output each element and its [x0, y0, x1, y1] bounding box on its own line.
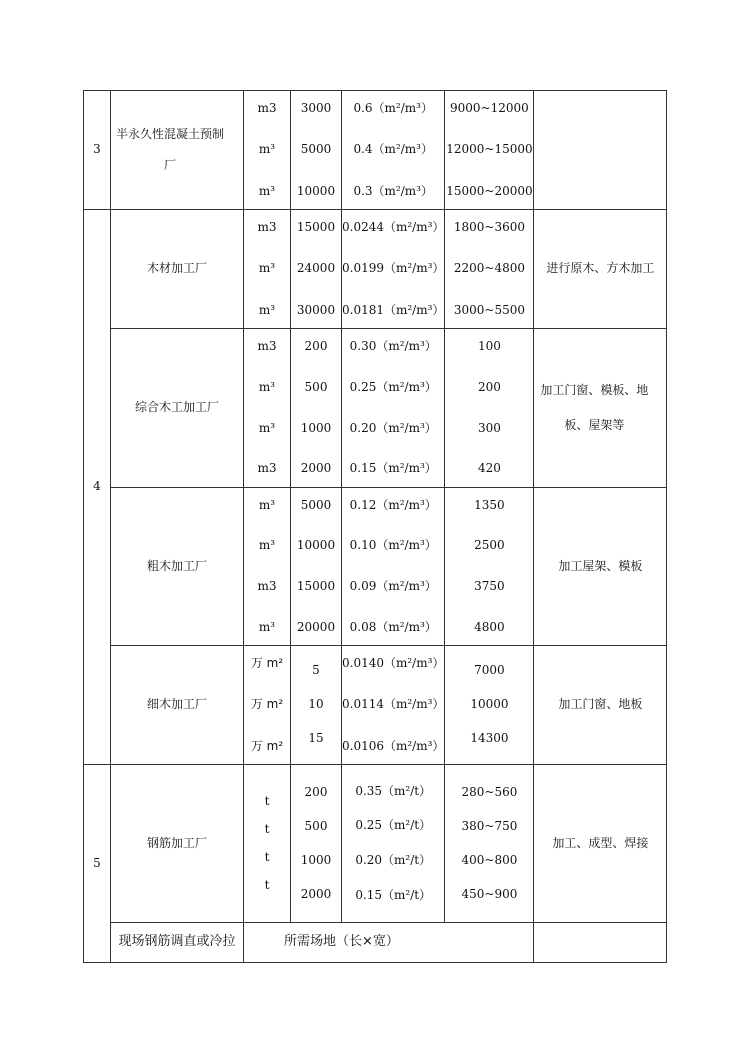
- area-cell: 100 200 300 420: [445, 329, 534, 488]
- table-row: [84, 91, 667, 210]
- area-index-cell: 0.0140（m²/m³） 0.0114（m²/m³） 0.0106（m²/m³）: [342, 646, 445, 765]
- row-index: 4: [84, 210, 111, 765]
- area-index-cell: 0.35（m²/t） 0.25（m²/t） 0.20（m²/t） 0.15（m²/t）: [342, 765, 445, 923]
- area-index-cell: 0.6（m²/m³） 0.4（m²/m³） 0.3（m²/m³）: [342, 91, 445, 210]
- area-cell: 7000 10000 14300: [445, 646, 534, 765]
- note-cell: [534, 923, 667, 963]
- unit-cell: t t t t: [244, 765, 291, 923]
- capacity-cell: 3000 5000 10000: [291, 91, 342, 210]
- note-cell: 进行原木、方木加工: [534, 210, 667, 329]
- facility-name: 半永久性混凝土预制厂: [111, 91, 244, 210]
- unit-cell: m³ m³ m3 m³: [244, 488, 291, 646]
- row-index: 5: [84, 765, 111, 963]
- factory-area-table: [83, 90, 667, 963]
- capacity-cell: 200 500 1000 2000: [291, 329, 342, 488]
- table-row: [84, 210, 667, 329]
- facility-name: 现场钢筋调直或冷拉: [111, 923, 244, 963]
- capacity-cell: 15000 24000 30000: [291, 210, 342, 329]
- note-cell: 加工、成型、焊接: [534, 765, 667, 923]
- unit-cell: m3 m³ m³ m3: [244, 329, 291, 488]
- area-index-cell: 0.30（m²/m³） 0.25（m²/m³） 0.20（m²/m³） 0.15（m²/m³）: [342, 329, 445, 488]
- capacity-cell: 200 500 1000 2000: [291, 765, 342, 923]
- note-cell: 加工屋架、模板: [534, 488, 667, 646]
- table-row: [84, 329, 667, 488]
- area-cell: 9000~12000 12000~15000 15000~20000: [445, 91, 534, 210]
- merged-requirement-cell: 所需场地（长×宽）: [244, 923, 534, 963]
- facility-name: 木材加工厂: [111, 210, 244, 329]
- facility-name: 钢筋加工厂: [111, 765, 244, 923]
- note-cell: [534, 91, 667, 210]
- capacity-cell: 5000 10000 15000 20000: [291, 488, 342, 646]
- area-index-cell: 0.12（m²/m³） 0.10（m²/m³） 0.09（m²/m³） 0.08（m²/m³）: [342, 488, 445, 646]
- row-index: 3: [84, 91, 111, 210]
- note-cell: 加工门窗、地板: [534, 646, 667, 765]
- table-row: [84, 488, 667, 646]
- unit-cell: 万 m² 万 m² 万 m²: [244, 646, 291, 765]
- facility-name: 细木加工厂: [111, 646, 244, 765]
- area-cell: 1800~3600 2200~4800 3000~5500: [445, 210, 534, 329]
- area-index-cell: 0.0244（m²/m³） 0.0199（m²/m³） 0.0181（m²/m³）: [342, 210, 445, 329]
- table-row: [84, 923, 667, 963]
- table-row: [84, 646, 667, 765]
- area-cell: 1350 2500 3750 4800: [445, 488, 534, 646]
- note-cell: 加工门窗、模板、地板、屋架等: [534, 329, 667, 488]
- facility-name: 综合木工加工厂: [111, 329, 244, 488]
- area-cell: 280~560 380~750 400~800 450~900: [445, 765, 534, 923]
- unit-cell: m3 m³ m³: [244, 210, 291, 329]
- unit-cell: m3 m³ m³: [244, 91, 291, 210]
- capacity-cell: 5 10 15: [291, 646, 342, 765]
- table-row: [84, 765, 667, 923]
- facility-name: 粗木加工厂: [111, 488, 244, 646]
